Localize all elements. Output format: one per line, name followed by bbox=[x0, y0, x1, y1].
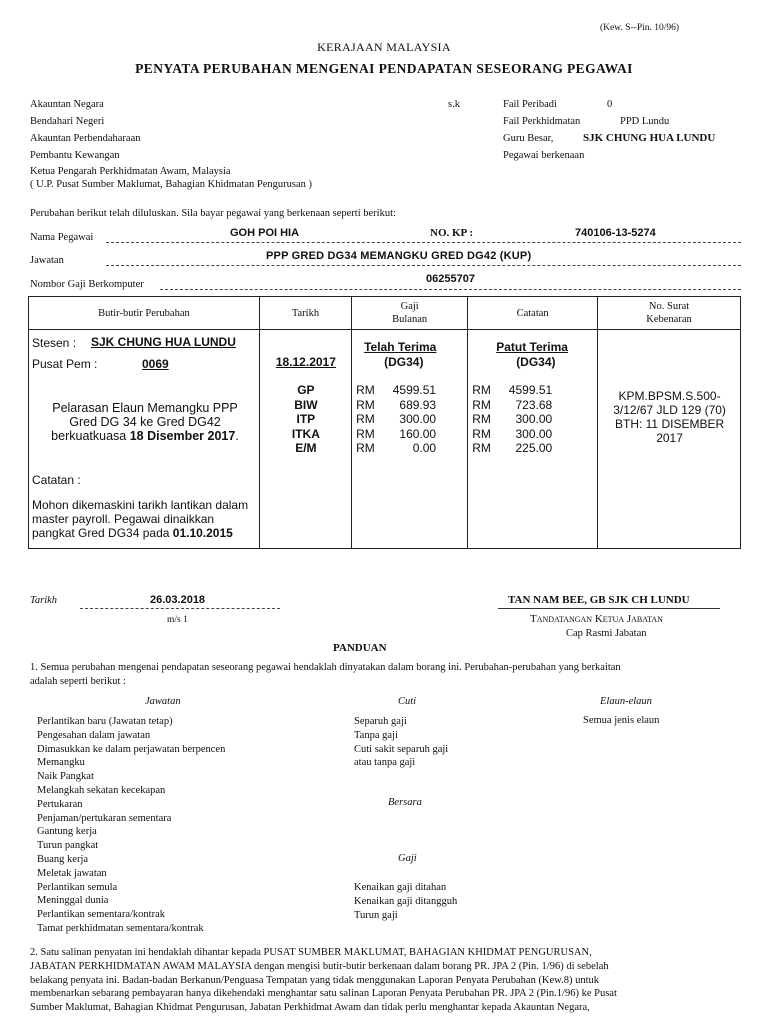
signature-line bbox=[498, 608, 720, 609]
telah-terima-grade: (DG34) bbox=[384, 355, 424, 369]
list-item: Dimasukkan ke dalam perjawatan berpencen bbox=[37, 743, 226, 755]
gaji-list bbox=[354, 881, 457, 922]
intro-text: Perubahan berikut telah diluluskan. Sila bayar pegawai yang berkenaan seperti berikut: bbox=[30, 208, 396, 219]
panduan-p1-line2: adalah seperti berikut : bbox=[30, 676, 126, 687]
government-heading: KERAJAAN MALAYSIA bbox=[317, 40, 451, 54]
currency-label: RM bbox=[356, 383, 375, 397]
item-codes bbox=[260, 383, 352, 456]
page-number: m/s 1 bbox=[167, 615, 188, 625]
list-item: Turun gaji bbox=[354, 909, 398, 921]
patut-terima-title: Patut Terima bbox=[496, 340, 568, 354]
header-butir bbox=[29, 297, 260, 330]
stesen-label: Stesen : bbox=[32, 336, 77, 350]
catatan-note bbox=[32, 498, 248, 540]
recipient-item: Akauntan Perbendaharaan bbox=[30, 133, 141, 144]
cell-tarikh bbox=[259, 330, 351, 549]
nama-underline bbox=[106, 242, 741, 243]
p2-line: belakang penyata ini. Badan-badan Berkanun/Penguasa Tempatan yang tidak menggunakan Laporan Penyata Perubahan (Kew.8) untuk bbox=[30, 974, 599, 986]
col-jawatan-heading: Jawatan bbox=[145, 696, 181, 707]
header-tarikh-text: Tarikh bbox=[291, 307, 320, 319]
list-item: Meletak jawatan bbox=[37, 867, 107, 879]
currency-label: RM bbox=[472, 397, 491, 412]
surat-line: KPM.BPSM.S.500- bbox=[618, 389, 721, 403]
item-code: E/M bbox=[295, 441, 317, 455]
changes-table bbox=[28, 296, 741, 549]
pusat-label: Pusat Pem : bbox=[32, 357, 98, 371]
note-line2: master payroll. Pegawai dinaikkan bbox=[32, 512, 215, 526]
nama-value: GOH POI HIA bbox=[230, 227, 300, 239]
col-elaun-heading: Elaun-elaun bbox=[600, 696, 652, 707]
header-surat-line2: Kebenaran bbox=[646, 314, 692, 325]
currency-label: RM bbox=[472, 441, 491, 455]
p2-line: 2. Satu salinan penyatan ini hendaklah dihantar kepada PUSAT SUMBER MAKLUMAT, BAHAGIAN KHIDMAT PENGURUSAN, bbox=[30, 947, 592, 958]
patut-terima-grade: (DG34) bbox=[516, 355, 556, 369]
list-item: Gantung kerja bbox=[37, 826, 97, 838]
currency-label: RM bbox=[356, 441, 375, 455]
surat-reference bbox=[598, 389, 741, 445]
header-surat-line1: No. Surat bbox=[648, 301, 690, 312]
header-catatan bbox=[468, 297, 598, 330]
list-item: Kenaikan gaji ditangguh bbox=[354, 895, 458, 907]
recipient-item: Ketua Pengarah Perkhidmatan Awam, Malaysia bbox=[30, 166, 231, 177]
list-item: atau tanpa gaji bbox=[354, 757, 416, 769]
recipient-item: Bendahari Negeri bbox=[30, 116, 105, 127]
list-item: Turun pangkat bbox=[37, 840, 99, 852]
list-item: Kenaikan gaji ditahan bbox=[354, 882, 447, 893]
list-item: Separuh gaji bbox=[354, 716, 407, 727]
table-body-row bbox=[29, 330, 741, 549]
form-code: (Kew. S--Pin. 10/96) bbox=[600, 23, 680, 33]
header-butir-text: Butir-butir Perubahan bbox=[98, 307, 190, 319]
amount: 689.93 bbox=[399, 397, 437, 412]
recipient-item: Akauntan Negara bbox=[30, 99, 104, 110]
header-catatan-text: Catatan bbox=[516, 307, 549, 319]
list-item: Perlantikan baru (Jawatan tetap) bbox=[37, 716, 173, 727]
list-item: Semua jenis elaun bbox=[583, 715, 660, 726]
jawatan-list bbox=[37, 715, 225, 936]
header-surat bbox=[598, 297, 741, 330]
change-date: 18.12.2017 bbox=[275, 355, 336, 369]
cuti-list bbox=[354, 715, 448, 770]
cell-surat bbox=[598, 330, 741, 549]
currency-label: RM bbox=[472, 383, 491, 397]
fail-peribadi-label: Fail Peribadi bbox=[503, 99, 557, 110]
recipient-item: Pembantu Kewangan bbox=[30, 150, 120, 161]
list-item: Tanpa gaji bbox=[354, 729, 398, 741]
surat-line: 3/12/67 JLD 129 (70) bbox=[613, 403, 726, 417]
fail-perkhidmatan-label: Fail Perkhidmatan bbox=[503, 116, 581, 127]
stesen-value: SJK CHUNG HUA LUNDU bbox=[91, 335, 236, 349]
list-item: Tamat perkhidmatan sementara/kontrak bbox=[37, 922, 204, 934]
list-item: Cuti sakit separuh gaji bbox=[354, 743, 449, 755]
change-description bbox=[29, 401, 261, 443]
amount: 300.00 bbox=[399, 412, 437, 426]
fail-perkhidmatan-value: PPD Lundu bbox=[620, 116, 670, 127]
list-item: Pengesahan dalam jawatan bbox=[37, 729, 151, 741]
p2-line: JABATAN PERKHIDMATAN AWAM MALAYSIA dengan mengisi butir-butir berkenaan dalam borang PR. JPA 2 (Pin. 1/96) di sebelah bbox=[30, 960, 609, 972]
p2-line: Sumber Maklumat, Bahagian Khidmat Pengurusan, Jabatan Perkhidmat Awam dan tidak perlu menghantar kepada Akauntan Negara, bbox=[30, 1002, 590, 1014]
tarikh-value: 26.03.2018 bbox=[150, 594, 206, 606]
list-item: Meninggal dunia bbox=[37, 895, 109, 907]
header-tarikh bbox=[259, 297, 351, 330]
note-line1: Mohon dikemaskini tarikh lantikan dalam bbox=[32, 498, 249, 512]
currency-label: RM bbox=[472, 412, 491, 426]
elaun-list bbox=[583, 715, 659, 726]
official-stamp-caption: Cap Rasmi Jabatan bbox=[566, 628, 647, 639]
signature-caption: Tandatangan Ketua Jabatan bbox=[530, 613, 663, 625]
amount: 4599.51 bbox=[392, 383, 437, 397]
item-code: ITP bbox=[296, 412, 316, 426]
nokp-label: NO. KP : bbox=[430, 227, 474, 239]
list-item: Pertukaran bbox=[37, 798, 83, 810]
cell-butir bbox=[29, 330, 260, 549]
list-item: Melangkah sekatan kecekapan bbox=[37, 784, 166, 796]
gaji-heading: Gaji bbox=[398, 853, 417, 864]
item-code: BIW bbox=[294, 397, 318, 412]
amount: 300.00 bbox=[515, 426, 553, 441]
jawatan-underline bbox=[106, 265, 741, 266]
amount: 300.00 bbox=[515, 412, 553, 426]
surat-line: BTH: 11 DISEMBER bbox=[614, 417, 725, 431]
note-date: 01.10.2015 bbox=[172, 526, 233, 540]
fail-peribadi-value: 0 bbox=[607, 99, 613, 110]
note-line3-a: pangkat Gred DG34 pada bbox=[32, 526, 173, 540]
amount: 723.68 bbox=[515, 397, 553, 412]
currency-label: RM bbox=[472, 426, 491, 441]
form-title: PENYATA PERUBAHAN MENGENAI PENDAPATAN SESEORANG PEGAWAI bbox=[135, 61, 633, 76]
desc-line2: Gred DG 34 ke Gred DG42 bbox=[69, 415, 221, 429]
gaji-underline bbox=[160, 289, 741, 290]
amount: 160.00 bbox=[399, 426, 437, 441]
panduan-title: PANDUAN bbox=[333, 642, 387, 654]
table-header-row bbox=[29, 297, 741, 330]
desc-line3-a: berkuatkuasa bbox=[51, 429, 130, 443]
catatan-label: Catatan : bbox=[32, 473, 81, 487]
bersara-heading: Bersara bbox=[388, 797, 422, 808]
pegawai-berkenaan-label: Pegawai berkenaan bbox=[503, 150, 585, 161]
col-cuti-heading: Cuti bbox=[398, 696, 417, 707]
list-item: Perlantikan sementara/kontrak bbox=[37, 909, 165, 921]
header-gaji-line2: Bulanan bbox=[392, 314, 428, 325]
surat-line: 2017 bbox=[656, 431, 683, 445]
panduan-p2 bbox=[30, 946, 617, 1015]
tarikh-underline bbox=[80, 608, 280, 609]
header-gaji bbox=[352, 297, 468, 330]
jawatan-value: PPP GRED DG34 MEMANGKU GRED DG42 (KUP) bbox=[266, 250, 532, 262]
list-item: Penjaman/pertukaran sementara bbox=[37, 812, 172, 824]
recipient-item: ( U.P. Pusat Sumber Maklumat, Bahagian Khidmatan Pengurusan ) bbox=[30, 179, 313, 190]
panduan-p1-line1: 1. Semua perubahan mengenai pendapatan seseorang pegawai hendaklah dinyatakan dalam borang ini. Perubahan-perubahan yang berkaitan bbox=[30, 662, 621, 673]
currency-label: RM bbox=[356, 412, 375, 426]
list-item: Naik Pangkat bbox=[37, 771, 94, 783]
nama-label: Nama Pegawai bbox=[30, 232, 94, 243]
telah-terima-title: Telah Terima bbox=[364, 340, 437, 354]
guru-besar-label: Guru Besar, bbox=[503, 133, 554, 144]
gaji-label: Nombor Gaji Berkomputer bbox=[30, 279, 144, 290]
signer-name: TAN NAM BEE, GB SJK CH LUNDU bbox=[508, 594, 690, 606]
desc-line1: Pelarasan Elaun Memangku PPP bbox=[52, 401, 238, 415]
p2-line: membenarkan sebarang pembayaran hanya dikehendaki menghantar satu salinan Laporan Penyata Perubahan PR. JPA 2 (Pin.1/96) ke Pusat bbox=[30, 988, 617, 1000]
desc-effective-date: 18 Disember 2017 bbox=[129, 429, 236, 443]
desc-line3-c: . bbox=[235, 429, 239, 443]
currency-label: RM bbox=[356, 397, 375, 412]
cell-telah-terima bbox=[352, 330, 468, 549]
patut-terima-amounts bbox=[472, 383, 552, 456]
item-code: GP bbox=[297, 383, 315, 397]
pusat-value: 0069 bbox=[142, 357, 169, 371]
tarikh-label: Tarikh bbox=[30, 595, 58, 606]
telah-terima-amounts bbox=[356, 383, 436, 456]
jawatan-label: Jawatan bbox=[30, 255, 64, 266]
currency-label: RM bbox=[356, 426, 375, 441]
sk-label: s.k bbox=[448, 99, 460, 110]
amount: 4599.51 bbox=[508, 383, 553, 397]
nokp-value: 740106-13-5274 bbox=[575, 227, 656, 239]
guru-besar-value: SJK CHUNG HUA LUNDU bbox=[583, 132, 716, 144]
list-item: Buang kerja bbox=[37, 853, 89, 865]
gaji-value: 06255707 bbox=[426, 273, 475, 285]
amount: 0.00 bbox=[412, 441, 437, 455]
list-item: Perlantikan semula bbox=[37, 881, 118, 893]
header-gaji-line1: Gaji bbox=[400, 301, 419, 312]
amount: 225.00 bbox=[515, 441, 553, 455]
item-code: ITKA bbox=[291, 426, 320, 441]
cell-patut-terima bbox=[468, 330, 598, 549]
list-item: Memangku bbox=[37, 757, 85, 769]
